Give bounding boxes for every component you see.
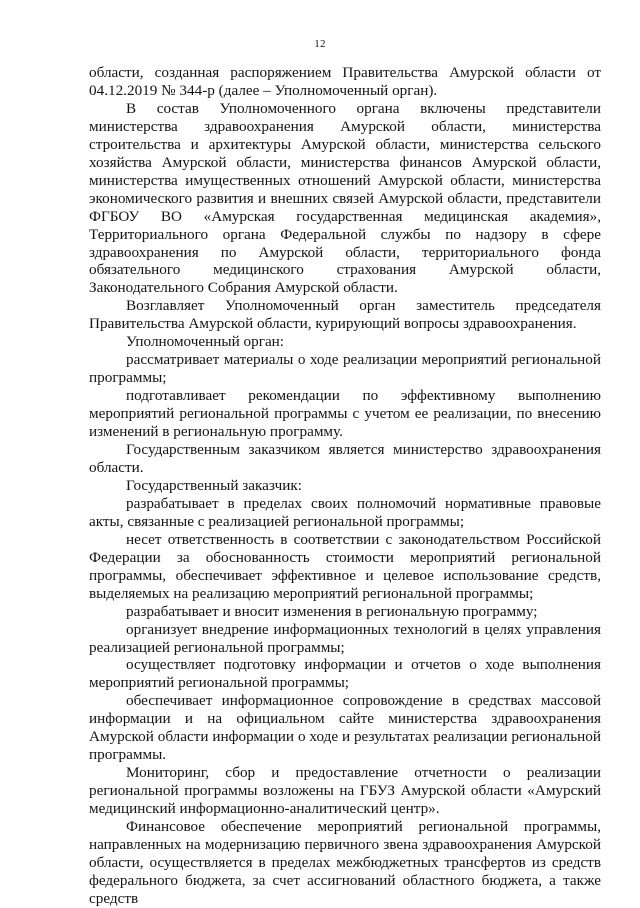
paragraph: разрабатывает и вносит изменения в региональную программу;	[126, 602, 538, 620]
paragraph: Уполномоченный орган:	[126, 333, 285, 351]
paragraph: Государственным заказчиком является министерство здравоохранения области.	[89, 441, 601, 476]
paragraph: Возглавляет Уполномоченный орган заместитель председателя Правительства Амурской области, курирующий вопросы здравоохранения.	[89, 297, 601, 333]
paragraph: осуществляет подготовку информации и отчетов о ходе выполнения мероприятий региональной программы;	[89, 656, 601, 692]
paragraph: разрабатывает в пределах своих полномочий нормативные правовые акты, связанные с реализацией региональной программы;	[89, 494, 601, 530]
paragraph: организует внедрение информационных технологий в целях управления реализацией региональной программы;	[89, 620, 601, 656]
paragraph: обеспечивает информационное сопровождение в средствах массовой информации и на официальном сайте министерства здравоохранения Амурской области информации о ходе и результатах реализации региональной программы.	[89, 692, 601, 764]
paragraph: несет ответственность в соответствии с законодательством Российской Федерации за обоснованность стоимости мероприятий региональной программы, обеспечивает эффективное и целевое использование средств, выделяемых на реализацию мероприятий региональной программы;	[89, 530, 601, 602]
paragraph: рассматривает материалы о ходе реализации мероприятий региональной программы;	[89, 351, 601, 387]
paragraph: Государственный заказчик:	[126, 476, 302, 494]
paragraph: В состав Уполномоченного органа включены представители министерства здравоохранения Амурской области, министерства строительства и архитектуры Амурской области, министерства сельского хозяйства Амурской области, министерства финансов Амурской области, министерства имущественных отношений Амурской области, министерства экономического развития и внешних связей Амурской области, представители ФГБОУ ВО «Амурская государственная медицинская академия», Территориального органа Федеральной службы по надзору в сфере здравоохранения по Амурской области, территориального фонда обязательного медицинского страхования Амурской области, Законодательного Собрания Амурской области.	[89, 99, 601, 297]
paragraph: подготавливает рекомендации по эффективному выполнению мероприятий региональной программы с учетом ее реализации, по внесению изменений в региональную программу.	[89, 387, 601, 441]
page-number: 12	[314, 38, 326, 50]
paragraph: Финансовое обеспечение мероприятий региональной программы, направленных на модернизацию первичного звена здравоохранения Амурской области, осуществляется в пределах межбюджетных трансфертов из средств федерального бюджета, за счет ассигнований областного бюджета, а также средств	[89, 818, 601, 907]
paragraph: области, созданная распоряжением Правительства Амурской области от 04.12.2019 № 344-р (далее – Уполномоченный орган).	[89, 64, 601, 99]
document-body	[89, 64, 601, 908]
paragraph: Мониторинг, сбор и предоставление отчетности о реализации региональной программы возложены на ГБУЗ Амурской области «Амурский медицинский информационно-аналитический центр».	[89, 764, 601, 818]
